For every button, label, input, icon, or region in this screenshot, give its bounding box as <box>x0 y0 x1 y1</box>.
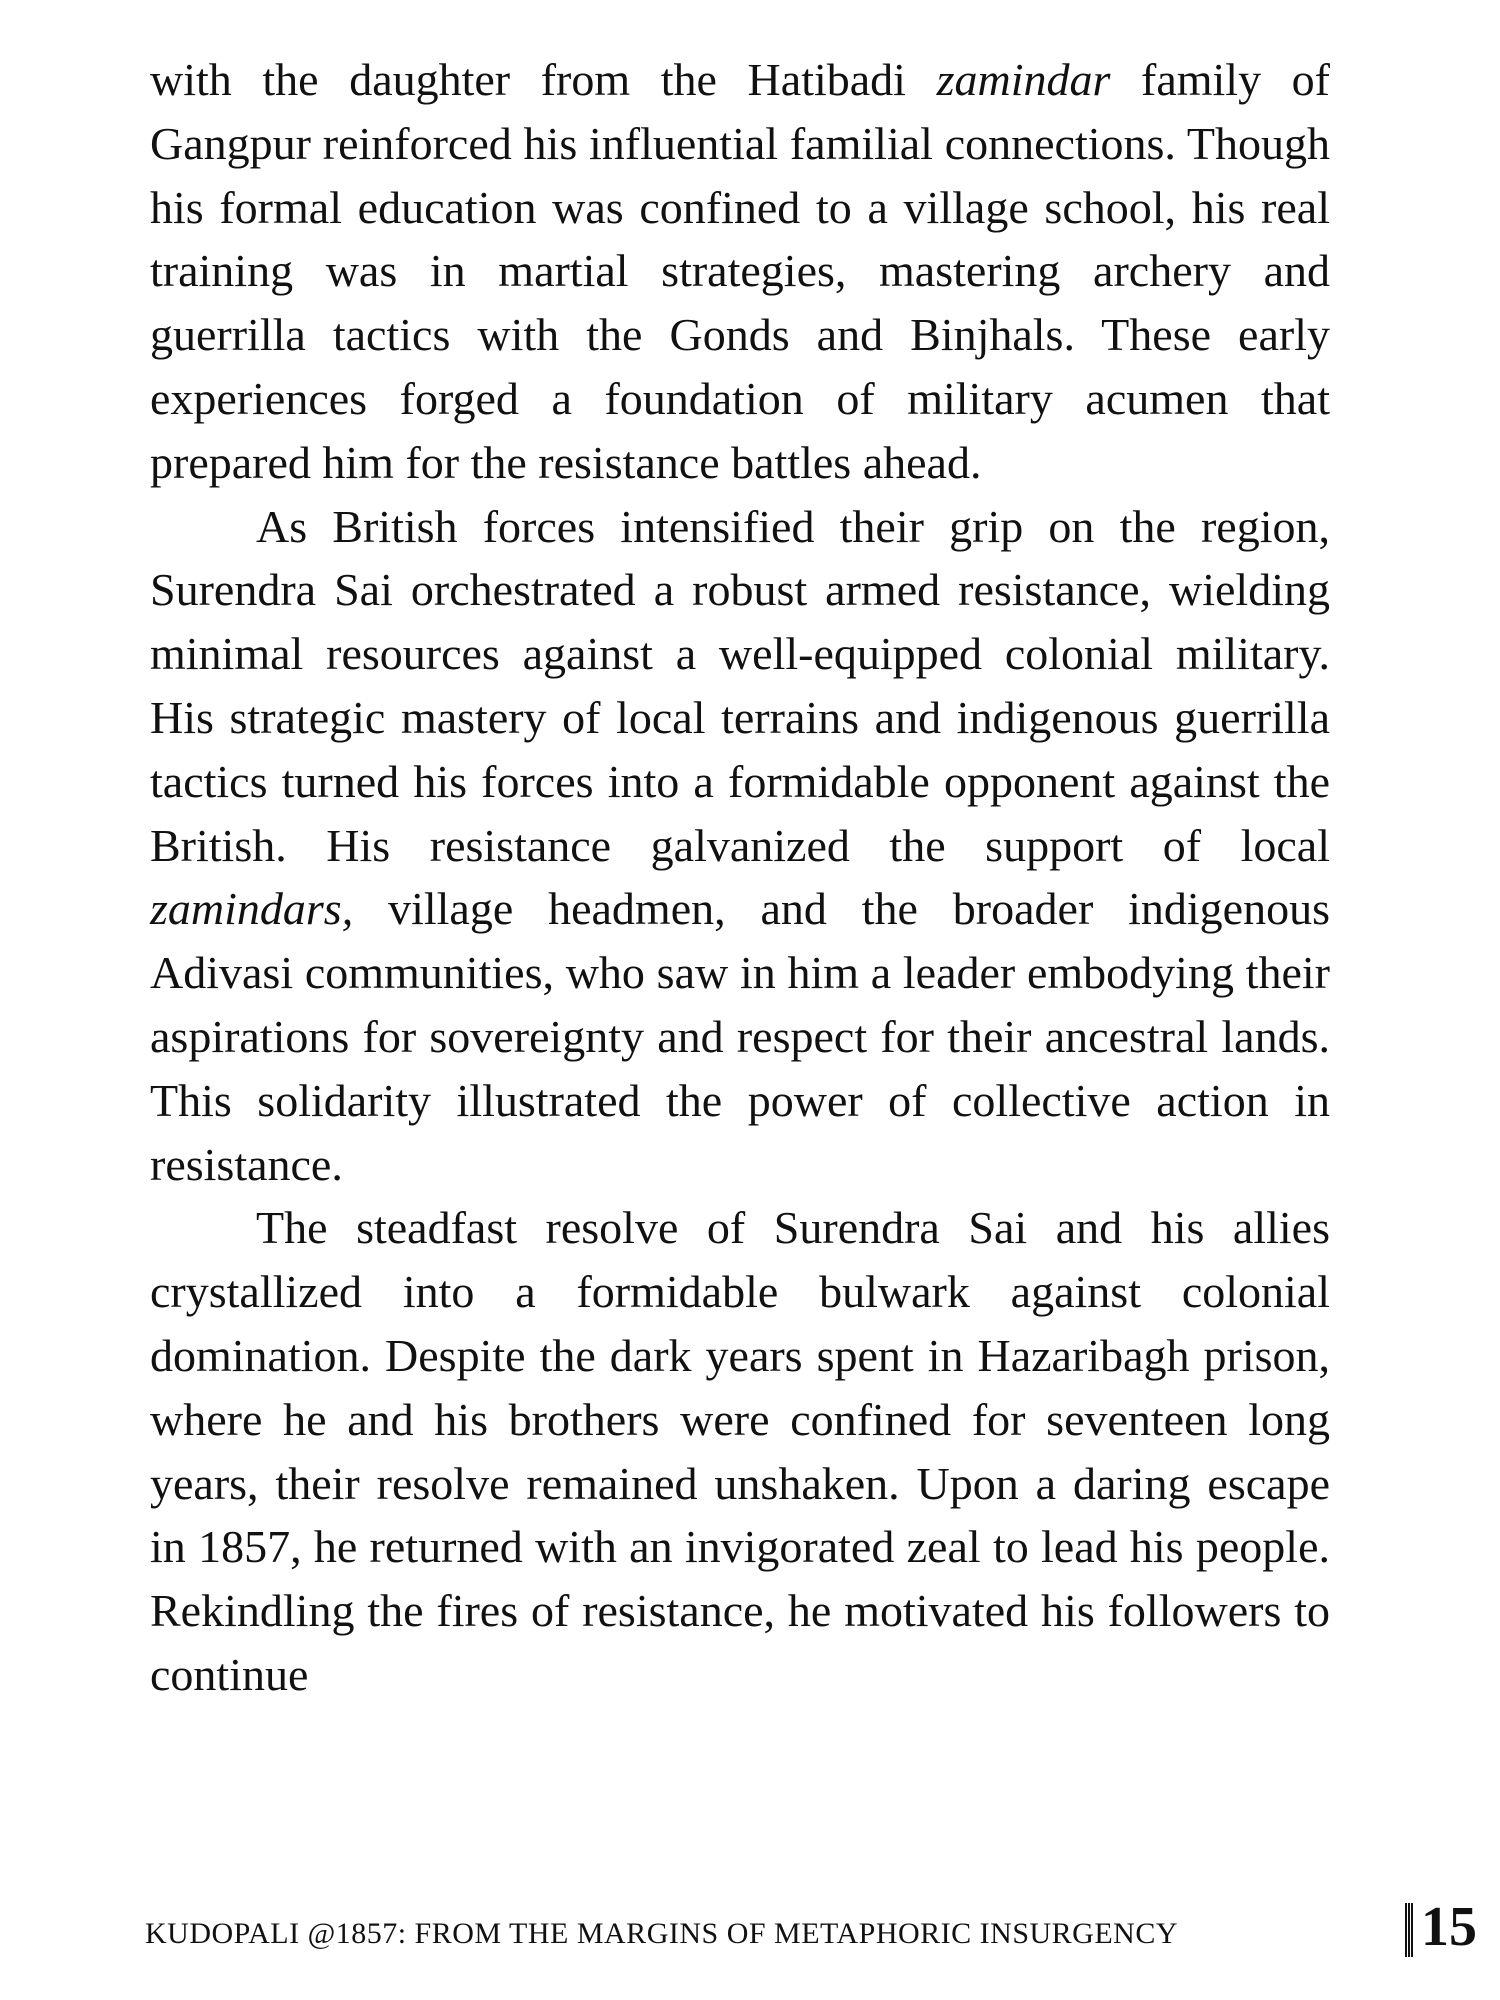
folio-divider <box>1405 1903 1414 1957</box>
italic-term: zamindar <box>936 54 1111 105</box>
page-footer <box>145 1895 1500 1965</box>
paragraph-text: village headmen, and the broader indigenous Adivasi communities, who saw in him a leader embodying their aspirations for sovereignty and respect for their ancestral lands. This solidarity illustrated the power of collective action in resistance. <box>150 883 1330 1190</box>
italic-term: zamindars, <box>150 883 354 935</box>
page-number: 15 <box>1421 1896 1477 1958</box>
page-body <box>150 48 1330 1707</box>
paragraph-text: family of Gangpur reinforced his influential familial connections. Though his formal education was confined to a village school, his real training was in martial strategies, mastering archery and guerrilla tactics with the Gonds and Binjhals. These early experiences forged a foundation of military acumen that prepared him for the resistance battles ahead. <box>150 54 1330 488</box>
paragraph-text: with the daughter from the Hatibadi <box>150 54 937 105</box>
paragraph-3 <box>150 1196 1330 1706</box>
paragraph-2 <box>150 495 1330 1197</box>
paragraph-text: The steadfast resolve of Surendra Sai and his allies crystallized into a formidable bulwark against colonial domination. Despite the dark years spent in Hazaribagh prison, where he and his brothers were confined for seventeen long years, their resolve remained unshaken. Upon a daring escape in 1857, he returned with an invigorated zeal to lead his people. Rekindling the fires of resistance, he motivated his followers to continue <box>150 1202 1330 1700</box>
running-title: KUDOPALI @1857: FROM THE MARGINS OF METAPHORIC INSURGENCY <box>145 1917 1179 1950</box>
paragraph-1 <box>150 48 1330 495</box>
paragraph-text: As British forces intensified their grip on the region, Surendra Sai orchestrated a robust armed resistance, wielding minimal resources against a well-equipped colonial military. His strategic mastery of local terrains and indigenous guerrilla tactics turned his forces into a formidable opponent against the British. His resistance galvanized the support of local <box>150 500 1330 871</box>
